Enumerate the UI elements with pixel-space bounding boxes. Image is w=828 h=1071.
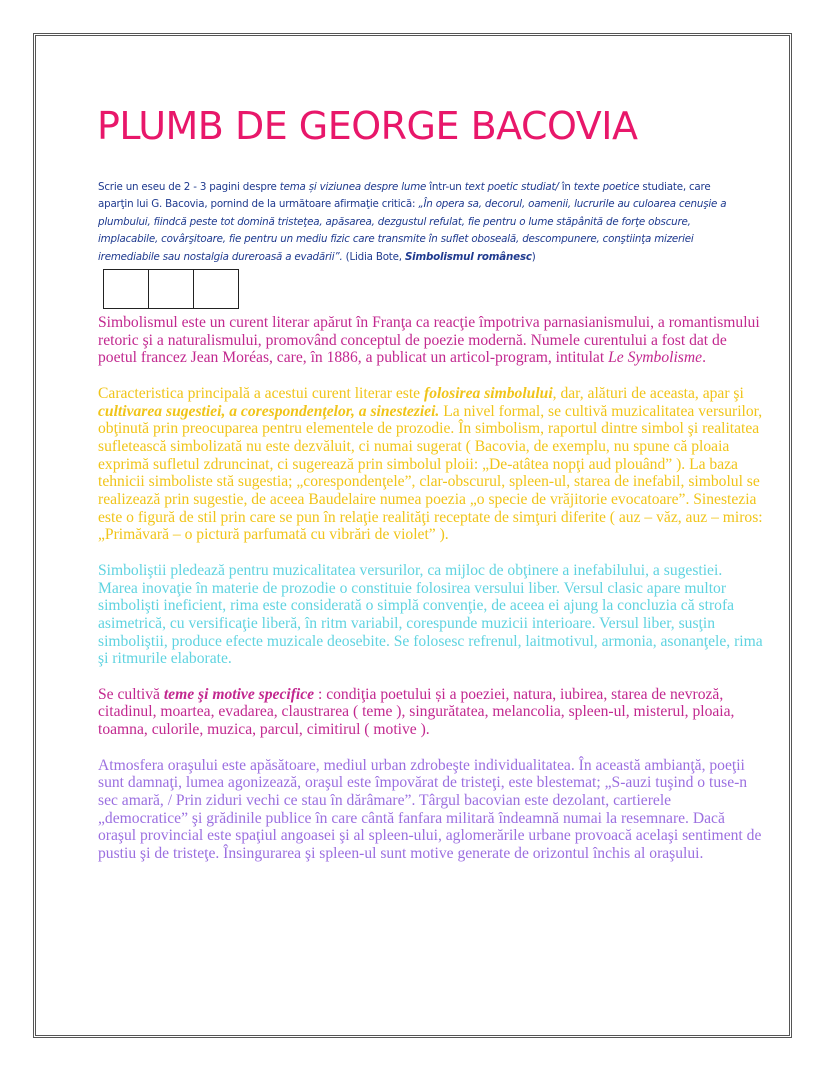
emphasized-text: folosirea simbolului	[424, 384, 553, 402]
text-segment: într-un	[426, 181, 465, 193]
paragraph-5	[98, 757, 764, 863]
text-segment: (Lidia Bote,	[342, 250, 405, 263]
table-cell	[104, 270, 149, 308]
text-segment: în	[558, 181, 574, 193]
essay-body	[98, 314, 764, 880]
text-segment: Caracteristica principală a acestui curent literar este	[98, 384, 424, 402]
text-segment: La nivel formal, se cultivă muzicalitatea versurilor, obţinută prin preocuparea pentru elementele de prozodie. În simbolism, raportul dintre simbol şi realitatea sufletească simbolizată nu este dezvăluit, ci numai sugerat ( Bacovia, de exemplu, nu spune că ploaia exprimă sufletul zdruncinat, ci sugerează prin simbolul ploii: „De-atâtea nopţi aud plouând” ). La baza tehnicii simboliste stă sugestia; „corespondenţele”, clar-obscurul, spleen-ul, starea de inefabil, simbolul se realizează prin sugestie, de aceea Baudelaire numea poezia „o specie de vrăjitorie evocatoare”. Sinestezia este o figură de stil prin care se pun în relaţie realităţi receptate de simţuri diferite ( auz – văz, auz – miros: „Primăvară – o pictură parfumată cu vibrări de violet” ).	[98, 402, 763, 544]
text-segment: .	[702, 349, 706, 367]
text-segment: , dar, alături de aceasta, apar şi	[552, 384, 744, 402]
paragraph-1	[98, 314, 764, 367]
paragraph-2	[98, 385, 764, 544]
emphasized-text: teme şi motive specifice	[163, 685, 315, 703]
empty-table	[103, 269, 239, 309]
essay-prompt	[98, 179, 748, 266]
text-segment: studiate, care aparţin lui G. Bacovia, pornind de la următoare afirmaţie critică:	[98, 181, 711, 211]
page-title: PLUMB DE GEORGE BACOVIA	[97, 104, 638, 148]
text-segment: Se cultivă	[98, 685, 164, 703]
emphasized-text: cultivarea sugestiei, a corespondenţelor, a sinesteziei.	[98, 402, 440, 420]
emphasized-text: text poetic studiat/	[464, 181, 559, 193]
emphasized-text: Le Symbolisme	[608, 349, 703, 367]
table-cell	[194, 270, 238, 308]
paragraph-4	[98, 686, 764, 739]
emphasized-text: „În opera sa, decorul, oamenii, lucrurile au culoarea cenuşie a plumbului, fiindcă peste tot domină tristeţea, apăsarea, dezgustul refulat, fie pentru o lume stăpânită de forţe obscure, implacabile, covârşitoare, fie pentru un mediu fizic care transmite în suflet oboseală, descompunere, conştiinţa mizeriei iremediabile sau nostalgia dureroasă a evadării”.	[98, 198, 727, 263]
text-segment: Atmosfera oraşului este apăsătoare, mediul urban zdrobeşte individualitatea. În această ambianţă, poeţii sunt damnaţi, lumea agonizează, oraşul este împovărat de tristeţi, este blestemat; „S-auzi tuşind o tuse-n sec amară, / Prin ziduri vechi ce stau în dărâmare”. Târgul bacovian este dezolant, cartierele „democratice” şi grădinile publice în care cântă fanfara militară îndeamnă numai la resemnare. Dacă oraşul provincial este spaţiul angoasei şi al spleen-ului, aglomerările urbane provoacă acelaşi sentiment de pustiu şi de tristeţe. Însingurarea şi spleen-ul sunt motive generate de orizontul închis al oraşului.	[98, 756, 762, 863]
emphasized-text: Simbolismul românesc	[404, 250, 532, 263]
emphasized-text: texte poetice	[573, 181, 640, 193]
text-segment: : condiţia poetului și a poeziei, natura, iubirea, starea de nevroză, citadinul, moartea, evadarea, claustrarea ( teme ), singurătatea, melancolia, spleen-ul, misterul, ploaia, toamna, culorile, muzica, parcul, cimitirul ( motive ).	[98, 685, 735, 739]
text-segment: Simbolismul este un curent literar apărut în Franţa ca reacţie împotriva parnasianismului, a romantismului retoric şi a naturalismului, promovând conceptul de poezie modernă. Numele curentului a fost dat de poetul francez Jean Moréas, care, în 1886, a publicat un articol-program, intitulat	[98, 314, 760, 367]
table-cell	[149, 270, 194, 308]
text-segment: )	[531, 250, 536, 263]
text-segment: Simboliştii pledează pentru muzicalitatea versurilor, ca mijloc de obţinere a inefabilului, a sugestiei. Marea inovaţie în materie de prozodie o constituie folosirea versului liber. Versul clasic apare multor simbolişti ineficient, rima este considerată o simplă convenţie, de aceea ei ajung la concluzia că strofa asimetrică, cu versificaţie liberă, în ritm variabil, corespunde muzicii interioare. Versul liber, susţin simboliştii, produce efecte muzicale deosebite. Se folosesc refrenul, laitmotivul, armonia, asonanţele, rima şi ritmurile elaborate.	[98, 561, 763, 668]
text-segment: Scrie un eseu de 2 - 3 pagini despre	[98, 181, 280, 193]
paragraph-3	[98, 562, 764, 668]
emphasized-text: tema și viziunea despre lume	[279, 181, 427, 193]
